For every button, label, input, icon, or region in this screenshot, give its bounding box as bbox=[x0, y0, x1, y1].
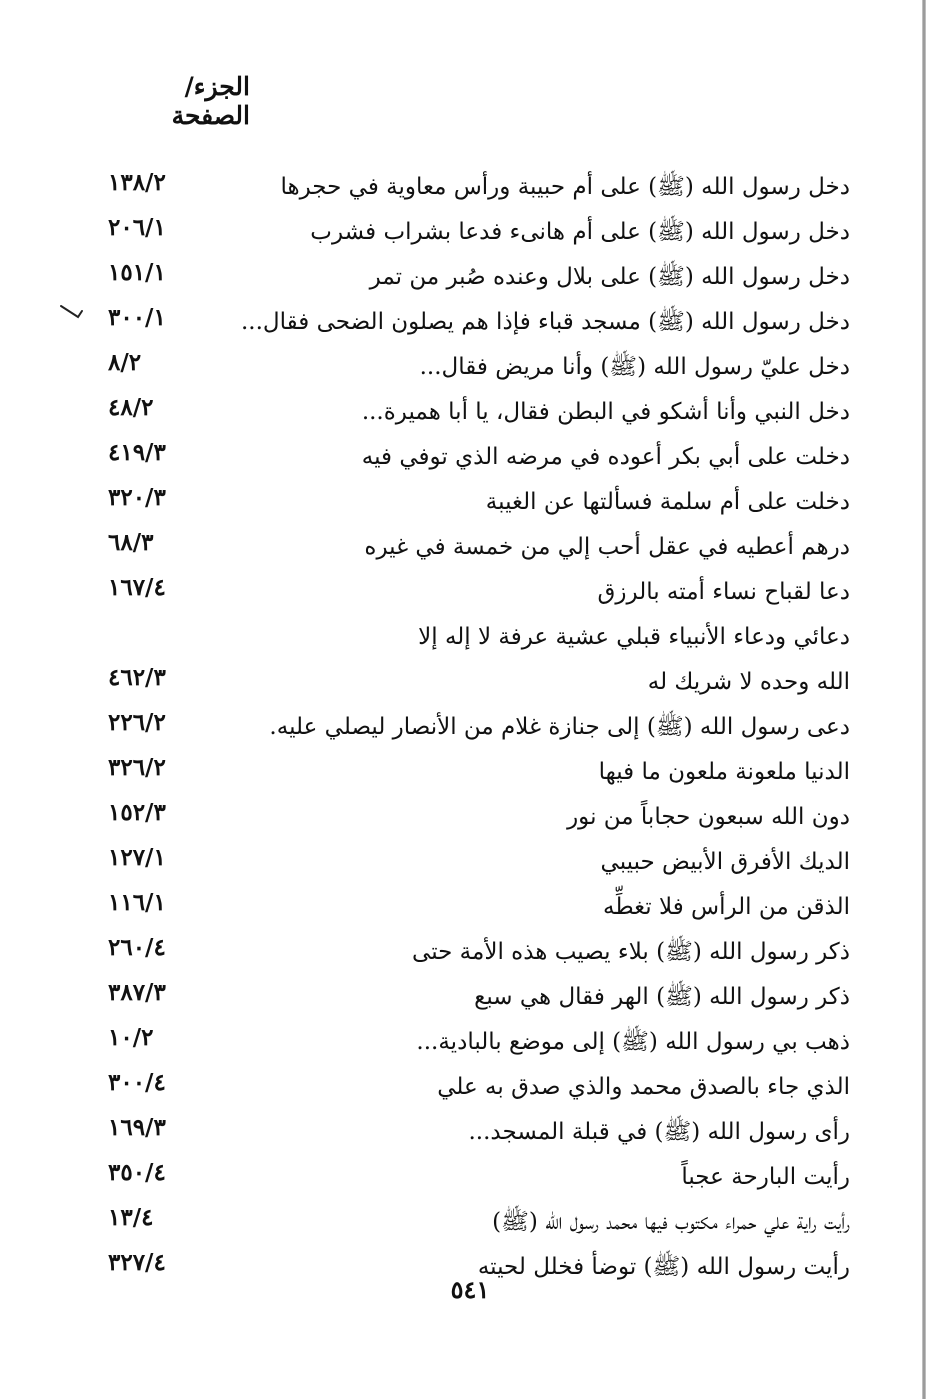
entry-reference: ١٣٨/٢ bbox=[108, 169, 166, 196]
page-number: ٥٤١ bbox=[450, 1275, 490, 1304]
index-entry bbox=[90, 885, 850, 930]
margin-pen-mark bbox=[58, 300, 88, 324]
index-entry bbox=[90, 930, 850, 975]
entry-reference: ١٥١/١ bbox=[108, 259, 166, 286]
index-entry bbox=[90, 210, 850, 255]
index-entry bbox=[90, 525, 850, 570]
entry-reference: ٣٠٠/١ bbox=[108, 304, 166, 331]
entry-text: دخل عليّ رسول الله (ﷺ) وأنا مريض فقال... bbox=[419, 354, 850, 380]
entry-reference: ٣٢٦/٢ bbox=[108, 754, 166, 781]
index-entry bbox=[90, 750, 850, 795]
entry-reference: ٣٥٠/٤ bbox=[108, 1159, 166, 1186]
index-entry bbox=[90, 840, 850, 885]
entry-reference: ٨/٢ bbox=[108, 349, 142, 376]
entry-reference: ١٥٢/٣ bbox=[108, 799, 166, 826]
entry-text: الذقن من الرأس فلا تغطِّه bbox=[602, 894, 850, 920]
entry-reference: ٢٠٦/١ bbox=[108, 214, 166, 241]
entry-text: رأيت راية علي حمراء مكتوب فيها محمد رسول الله (ﷺ) bbox=[492, 1209, 850, 1235]
index-entry bbox=[90, 705, 850, 750]
index-entry bbox=[90, 795, 850, 840]
entry-reference: ٤٦٢/٣ bbox=[108, 664, 166, 691]
entry-text: دعائي ودعاء الأنبياء قبلي عشية عرفة لا إله إلا bbox=[418, 624, 850, 650]
hadith-index-list bbox=[90, 165, 850, 1290]
index-entry bbox=[90, 660, 850, 705]
index-entry bbox=[90, 255, 850, 300]
index-entry bbox=[90, 300, 850, 345]
entry-reference: ١٢٧/١ bbox=[108, 844, 166, 871]
index-entry bbox=[90, 390, 850, 435]
entry-reference: ٤٨/٢ bbox=[108, 394, 154, 421]
entry-text: دخل رسول الله (ﷺ) على بلال وعنده صُبر من تمر bbox=[369, 264, 850, 290]
index-entry bbox=[90, 1065, 850, 1110]
entry-text: دخلت على أم سلمة فسألتها عن الغيبة bbox=[485, 489, 850, 515]
index-entry bbox=[90, 570, 850, 615]
entry-reference: ٦٨/٣ bbox=[108, 529, 154, 556]
entry-reference: ١١٦/١ bbox=[108, 889, 166, 916]
entry-text: دخل رسول الله (ﷺ) على أم هانىء فدعا بشراب فشرب bbox=[310, 219, 850, 245]
entry-reference: ١٦٩/٣ bbox=[108, 1114, 166, 1141]
index-entry bbox=[90, 975, 850, 1020]
entry-text: رأيت البارحة عجباً bbox=[681, 1164, 850, 1190]
entry-text: دخل رسول الله (ﷺ) على أم حبيبة ورأس معاوية في حجرها bbox=[280, 174, 850, 200]
entry-reference: ١٦٧/٤ bbox=[108, 574, 166, 601]
index-entry bbox=[90, 615, 850, 660]
entry-text: درهم أعطيه في عقل أحب إلي من خمسة في غيره bbox=[364, 534, 850, 560]
index-entry bbox=[90, 1200, 850, 1245]
index-entry bbox=[90, 165, 850, 210]
index-entry bbox=[90, 345, 850, 390]
index-entry bbox=[90, 1110, 850, 1155]
entry-text: ذكر رسول الله (ﷺ) الهر فقال هي سبع bbox=[474, 984, 850, 1010]
entry-reference: ١٠/٢ bbox=[108, 1024, 154, 1051]
entry-text: رأيت رسول الله (ﷺ) توضأ فخلل لحيته bbox=[477, 1254, 850, 1280]
entry-text: ذكر رسول الله (ﷺ) بلاء يصيب هذه الأمة حتى bbox=[412, 939, 850, 965]
entry-text: ذهب بي رسول الله (ﷺ) إلى موضع بالبادية... bbox=[416, 1029, 850, 1055]
entry-reference: ٣٢٠/٣ bbox=[108, 484, 166, 511]
entry-text: دخل رسول الله (ﷺ) مسجد قباء فإذا هم يصلون الضحى فقال... bbox=[241, 309, 850, 335]
entry-text: دون الله سبعون حجاباً من نور bbox=[567, 804, 850, 830]
entry-reference: ٣٨٧/٣ bbox=[108, 979, 166, 1006]
entry-reference: ٣٢٧/٤ bbox=[108, 1249, 166, 1276]
entry-reference: ٣٠٠/٤ bbox=[108, 1069, 166, 1096]
entry-reference: ٢٦٠/٤ bbox=[108, 934, 166, 961]
entry-text: دخلت على أبي بكر أعوده في مرضه الذي توفي فيه bbox=[361, 444, 850, 470]
entry-text: رأى رسول الله (ﷺ) في قبلة المسجد... bbox=[468, 1119, 850, 1145]
index-entry bbox=[90, 1155, 850, 1200]
entry-text: الذي جاء بالصدق محمد والذي صدق به علي bbox=[437, 1074, 850, 1100]
entry-text: الله وحده لا شريك له bbox=[647, 669, 850, 695]
entry-text: دخل النبي وأنا أشكو في البطن فقال، يا أبا هميرة... bbox=[361, 399, 850, 425]
column-header: الجزء/ الصفحة bbox=[171, 72, 250, 130]
entry-text: دعا لقباح نساء أمته بالرزق bbox=[597, 579, 850, 605]
entry-text: الديك الأفرق الأبيض حبيبي bbox=[600, 849, 850, 875]
entry-reference: ١٣/٤ bbox=[108, 1204, 154, 1231]
entry-reference: ٤١٩/٣ bbox=[108, 439, 166, 466]
page-binding-edge bbox=[922, 0, 926, 1399]
index-entry bbox=[90, 435, 850, 480]
entry-text: دعى رسول الله (ﷺ) إلى جنازة غلام من الأنصار ليصلي عليه. bbox=[269, 714, 850, 740]
entry-reference: ٢٢٦/٢ bbox=[108, 709, 166, 736]
entry-text: الدنيا ملعونة ملعون ما فيها bbox=[598, 759, 850, 785]
index-entry bbox=[90, 1020, 850, 1065]
index-entry bbox=[90, 480, 850, 525]
